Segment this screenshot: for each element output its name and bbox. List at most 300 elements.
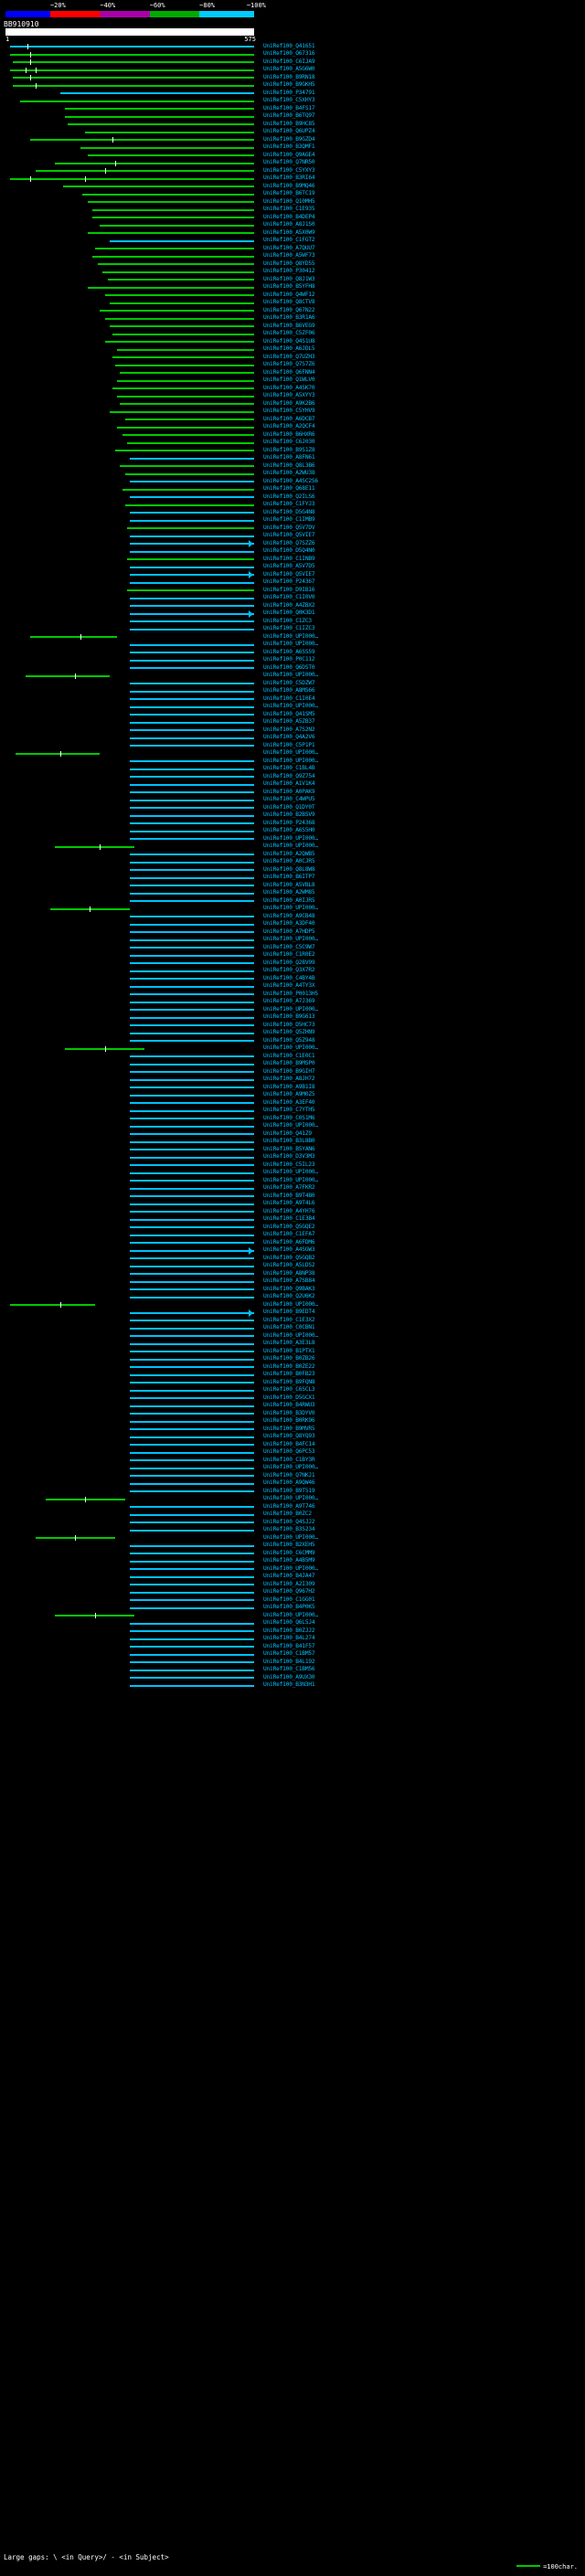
hit-track[interactable] [5,1426,254,1434]
hit-track[interactable] [5,338,254,346]
hit-track[interactable] [5,1542,254,1551]
hsp-bar[interactable] [130,729,254,731]
subject-accession-link[interactable]: UniRef100_UPI000… [263,757,318,764]
hsp-bar[interactable] [88,287,254,289]
hit-track[interactable] [5,1457,254,1465]
subject-accession-link[interactable]: UniRef100_A8J1S0 [263,221,315,228]
subject-accession-link[interactable]: UniRef100_C1E935 [263,206,315,212]
hsp-bar[interactable] [63,186,254,187]
hit-track[interactable] [5,1278,254,1287]
subject-accession-link[interactable]: UniRef100_Q6UPZ4 [263,128,315,134]
subject-accession-link[interactable]: UniRef100_Q67N22 [263,306,315,313]
hsp-bar[interactable] [130,877,254,879]
hit-track[interactable] [5,431,254,440]
hit-track[interactable] [5,105,254,113]
hit-track[interactable] [5,579,254,588]
hsp-bar[interactable] [130,1257,254,1259]
hsp-bar[interactable] [130,1095,254,1097]
hsp-bar[interactable] [10,69,254,71]
hit-track[interactable] [5,556,254,564]
hsp-bar[interactable] [130,1452,254,1454]
hsp-bar[interactable] [130,1576,254,1578]
subject-accession-link[interactable]: UniRef100_B2BSV9 [263,811,315,818]
subject-accession-link[interactable]: UniRef100_A9CB48 [263,912,315,919]
subject-accession-link[interactable]: UniRef100_UPI000… [263,843,318,849]
hit-track[interactable] [5,238,254,246]
hsp-bar[interactable] [130,1110,254,1112]
hsp-bar[interactable] [117,396,254,398]
subject-accession-link[interactable]: UniRef100_UPI000… [263,1005,318,1012]
subject-accession-link[interactable]: UniRef100_B4DEP4 [263,213,315,220]
subject-accession-link[interactable]: UniRef100_B9MQ46 [263,182,315,189]
subject-accession-link[interactable]: UniRef100_D3V3M3 [263,1153,315,1160]
hit-track[interactable] [5,789,254,797]
subject-accession-link[interactable]: UniRef100_A6DCB7 [263,415,315,422]
hit-track[interactable] [5,90,254,98]
subject-accession-link[interactable]: UniRef100_A4TY3X [263,982,315,989]
hit-track[interactable] [5,1092,254,1100]
hit-track[interactable] [5,1651,254,1659]
subject-accession-link[interactable]: UniRef100_UPI000… [263,936,318,942]
hit-track[interactable] [5,1372,254,1380]
subject-accession-link[interactable]: UniRef100_A7FKR2 [263,1184,315,1191]
subject-accession-link[interactable]: UniRef100_A6JDL5 [263,345,315,352]
hit-track[interactable] [5,1030,254,1038]
hsp-bar[interactable] [120,403,254,405]
subject-accession-link[interactable]: UniRef100_B3S234 [263,1526,315,1532]
subject-accession-link[interactable]: UniRef100_B9GIH7 [263,1067,315,1075]
hsp-bar[interactable] [60,92,254,94]
hit-track[interactable] [5,307,254,315]
subject-accession-link[interactable]: UniRef100_B4FC14 [263,1440,315,1447]
hsp-bar[interactable] [130,1328,254,1330]
subject-accession-link[interactable]: UniRef100_C6J030 [263,439,315,445]
hit-track[interactable] [5,1596,254,1605]
hsp-bar[interactable] [130,791,254,793]
hsp-bar[interactable] [130,893,254,895]
subject-accession-link[interactable]: UniRef100_Q7SZZ6 [263,539,315,546]
subject-accession-link[interactable]: UniRef100_Q68E11 [263,485,315,492]
hit-track[interactable] [5,1410,254,1418]
hsp-bar[interactable] [10,1304,94,1306]
hsp-bar[interactable] [95,248,254,249]
hit-track[interactable] [5,673,254,681]
subject-accession-link[interactable]: UniRef100_Q28V99 [263,959,315,966]
hsp-bar[interactable] [98,263,254,265]
hit-track[interactable] [5,1667,254,1675]
subject-accession-link[interactable]: UniRef100_Q7S7Z6 [263,361,315,367]
hsp-bar[interactable] [130,1242,254,1244]
hsp-bar[interactable] [130,1164,254,1166]
hit-track[interactable] [5,1465,254,1473]
subject-accession-link[interactable]: UniRef100_C1I0E4 [263,694,315,702]
hit-track[interactable] [5,921,254,929]
hsp-bar[interactable] [117,427,254,429]
hsp-bar[interactable] [130,1468,254,1469]
subject-accession-link[interactable]: UniRef100_B0ZJJ2 [263,1627,315,1634]
subject-accession-link[interactable]: UniRef100_B9FQN8 [263,1378,315,1385]
subject-accession-link[interactable]: UniRef100_C1IZC3 [263,625,315,631]
subject-accession-link[interactable]: UniRef100_Q8YD55 [263,260,315,267]
hit-track[interactable] [5,369,254,377]
hsp-bar[interactable] [130,520,254,522]
hsp-bar[interactable] [130,691,254,693]
hit-track[interactable] [5,525,254,533]
hsp-bar[interactable] [130,1592,254,1594]
hit-track[interactable] [5,820,254,828]
subject-accession-link[interactable]: UniRef100_Q6L5J4 [263,1619,315,1626]
hit-track[interactable] [5,781,254,790]
hit-track[interactable] [5,1363,254,1372]
hsp-bar[interactable] [130,1654,254,1656]
hit-track[interactable] [5,1006,254,1014]
hit-track[interactable] [5,1232,254,1240]
hit-track[interactable] [5,160,254,168]
subject-accession-link[interactable]: UniRef100_Q5ZHN9 [263,1029,315,1035]
subject-accession-link[interactable]: UniRef100_C5C9W7 [263,943,315,950]
hsp-bar[interactable] [130,1421,254,1423]
hsp-bar[interactable] [130,931,254,933]
hit-track[interactable] [5,812,254,821]
hit-track[interactable] [5,1045,254,1054]
hsp-bar[interactable] [105,318,254,320]
subject-accession-link[interactable]: UniRef100_UPI000… [263,1176,318,1183]
hit-track[interactable] [5,269,254,277]
hit-track[interactable] [5,1115,254,1123]
hsp-bar[interactable] [85,132,254,133]
subject-accession-link[interactable]: UniRef100_A0PAK9 [263,788,315,795]
subject-accession-link[interactable]: UniRef100_B6ITP7 [263,874,315,880]
hsp-bar[interactable] [130,947,254,949]
hsp-bar[interactable] [130,714,254,716]
hit-track[interactable] [5,773,254,781]
hsp-bar[interactable] [130,1079,254,1081]
subject-accession-link[interactable]: UniRef100_C5XHY3 [263,97,315,103]
hsp-bar[interactable] [105,341,254,343]
subject-accession-link[interactable]: UniRef100_UPI000… [263,1495,318,1501]
hit-track[interactable] [5,222,254,230]
hsp-bar[interactable] [130,822,254,824]
subject-accession-link[interactable]: UniRef100_A6S5H0 [263,827,315,833]
hsp-bar[interactable] [125,473,254,475]
hit-track[interactable] [5,167,254,175]
subject-accession-link[interactable]: UniRef100_A6FDM6 [263,1238,315,1246]
hit-track[interactable] [5,1659,254,1667]
hit-track[interactable] [5,300,254,308]
hsp-bar[interactable] [82,194,254,196]
hit-track[interactable] [5,346,254,355]
hit-track[interactable] [5,1605,254,1613]
hit-track[interactable] [5,517,254,525]
subject-accession-link[interactable]: UniRef100_UPI000… [263,1611,318,1618]
subject-accession-link[interactable]: UniRef100_B4L192 [263,1658,315,1665]
hsp-bar[interactable] [122,434,254,436]
hsp-bar[interactable] [130,1390,254,1392]
subject-accession-link[interactable]: UniRef100_B1PTX1 [263,1347,315,1354]
hit-track[interactable] [5,1348,254,1356]
subject-accession-link[interactable]: UniRef100_B5YFH8 [263,283,315,290]
subject-accession-link[interactable]: UniRef100_UPI000… [263,749,318,756]
hit-track[interactable] [5,284,254,292]
subject-accession-link[interactable]: UniRef100_A9T746 [263,1502,315,1510]
subject-accession-link[interactable]: UniRef100_P0013H5 [263,990,318,997]
subject-accession-link[interactable]: UniRef100_A4SC2S6 [263,477,318,484]
hit-track[interactable] [5,1550,254,1558]
subject-accession-link[interactable]: UniRef100_B0RK96 [263,1417,315,1424]
subject-accession-link[interactable]: UniRef100_B6TC19 [263,190,315,196]
hsp-bar[interactable] [130,776,254,778]
hsp-bar[interactable] [130,1211,254,1213]
hsp-bar[interactable] [130,1126,254,1128]
subject-accession-link[interactable]: UniRef100_Q5Z948 [263,1036,315,1044]
hsp-bar[interactable] [130,1297,254,1299]
subject-accession-link[interactable]: UniRef100_Q41Z9 [263,1129,312,1137]
hit-track[interactable] [5,1488,254,1496]
subject-accession-link[interactable]: UniRef100_Q0K3D1 [263,610,315,616]
subject-accession-link[interactable]: UniRef100_C5ZF06 [263,330,315,336]
subject-accession-link[interactable]: UniRef100_A9M0Z5 [263,1091,315,1097]
hit-track[interactable] [5,618,254,626]
subject-accession-link[interactable]: UniRef100_A8JH72 [263,1076,315,1082]
hsp-bar[interactable] [130,1661,254,1663]
hit-track[interactable] [5,198,254,207]
hit-track[interactable] [5,253,254,261]
hit-track[interactable] [5,726,254,735]
hsp-bar[interactable] [117,380,254,382]
hit-track[interactable] [5,315,254,323]
subject-accession-link[interactable]: UniRef100_UPI000… [263,1464,318,1470]
subject-accession-link[interactable]: UniRef100_UPI000… [263,1564,318,1572]
hsp-bar[interactable] [26,675,110,677]
subject-accession-link[interactable]: UniRef100_A5XYY3 [263,392,315,398]
hit-track[interactable] [5,509,254,517]
subject-accession-link[interactable]: UniRef100_C1ZC3 [263,617,312,624]
hsp-bar[interactable] [130,1599,254,1601]
hsp-bar[interactable] [130,745,254,747]
hit-track[interactable] [5,711,254,719]
hsp-bar[interactable] [130,1490,254,1492]
subject-accession-link[interactable]: UniRef100_C5YXY3 [263,166,315,174]
hsp-bar[interactable] [130,1366,254,1368]
subject-accession-link[interactable]: UniRef100_C0CBN1 [263,1324,315,1330]
hit-track[interactable] [5,649,254,657]
hit-track[interactable] [5,626,254,634]
hsp-bar[interactable] [55,163,254,164]
hsp-bar[interactable] [130,620,254,622]
hit-track[interactable] [5,959,254,968]
subject-accession-link[interactable]: UniRef100_B0ZE22 [263,1362,315,1370]
hsp-bar[interactable] [130,1397,254,1399]
hsp-bar[interactable] [130,1359,254,1361]
hit-track[interactable] [5,1108,254,1116]
hsp-bar[interactable] [130,1459,254,1461]
subject-accession-link[interactable]: UniRef100_UPI000… [263,834,318,842]
subject-accession-link[interactable]: UniRef100_Q1DY0T [263,803,315,811]
subject-accession-link[interactable]: UniRef100_C1BM57 [263,1650,315,1657]
hit-track[interactable] [5,1636,254,1644]
subject-accession-link[interactable]: UniRef100_B9MSP0 [263,1060,315,1066]
hit-track[interactable] [5,641,254,650]
hit-track[interactable] [5,1193,254,1201]
hit-track[interactable] [5,385,254,393]
hsp-bar[interactable] [130,1288,254,1290]
subject-accession-link[interactable]: UniRef100_Q41SM5 [263,710,315,717]
subject-accession-link[interactable]: UniRef100_B9G613 [263,1013,315,1020]
hit-track[interactable] [5,548,254,557]
hsp-bar[interactable] [130,1266,254,1267]
subject-accession-link[interactable]: UniRef100_A9K2B6 [263,399,315,407]
hsp-bar[interactable] [130,1055,254,1057]
hsp-bar[interactable] [125,419,254,420]
hsp-bar[interactable] [130,869,254,871]
hsp-bar[interactable] [130,831,254,832]
hit-track[interactable] [5,58,254,67]
hsp-bar[interactable] [130,1670,254,1671]
hsp-bar[interactable] [130,1530,254,1532]
hit-track[interactable] [5,906,254,914]
hsp-bar[interactable] [88,154,254,156]
hsp-bar[interactable] [110,302,254,304]
hit-track[interactable] [5,1146,254,1154]
subject-accession-link[interactable]: UniRef100_D5HC73 [263,1021,315,1028]
hit-track[interactable] [5,944,254,952]
hit-track[interactable] [5,1014,254,1023]
subject-accession-link[interactable]: UniRef100_P24367 [263,578,315,585]
hsp-bar[interactable] [130,853,254,855]
hsp-bar[interactable] [130,1009,254,1011]
hsp-bar[interactable] [130,698,254,700]
hit-track[interactable] [5,51,254,59]
hsp-bar[interactable] [130,629,254,631]
hit-track[interactable] [5,633,254,641]
subject-accession-link[interactable]: UniRef100_Q8L8W8 [263,865,315,873]
hsp-bar[interactable] [130,1436,254,1438]
subject-accession-link[interactable]: UniRef100_C4BY4B [263,974,315,981]
hit-track[interactable] [5,400,254,408]
hit-track[interactable] [5,695,254,704]
hsp-bar[interactable] [92,256,254,258]
hit-track[interactable] [5,1068,254,1076]
subject-accession-link[interactable]: UniRef100_B4RWU3 [263,1402,315,1408]
subject-accession-link[interactable]: UniRef100_A3DF40 [263,920,315,927]
hsp-bar[interactable] [130,1219,254,1221]
hsp-bar[interactable] [130,1475,254,1477]
hit-track[interactable] [5,1255,254,1263]
subject-accession-link[interactable]: UniRef100_B41F57 [263,1642,315,1649]
hit-track[interactable] [5,1301,254,1309]
hit-track[interactable] [5,1627,254,1636]
subject-accession-link[interactable]: UniRef100_Q6PC53 [263,1448,315,1455]
hsp-bar[interactable] [112,334,254,335]
hsp-bar[interactable] [68,123,254,125]
hsp-bar[interactable] [110,411,254,413]
hit-track[interactable] [5,408,254,417]
hit-track[interactable] [5,758,254,766]
hsp-bar[interactable] [130,582,254,584]
hsp-bar[interactable] [130,1382,254,1383]
hit-track[interactable] [5,1511,254,1520]
subject-accession-link[interactable]: UniRef100_C6SCL3 [263,1386,315,1393]
hit-track[interactable] [5,1099,254,1108]
hsp-bar[interactable] [102,271,254,273]
subject-accession-link[interactable]: UniRef100_C5YHV9 [263,408,315,414]
hit-track[interactable] [5,664,254,673]
hit-track[interactable] [5,440,254,448]
subject-accession-link[interactable]: UniRef100_C1R0E2 [263,951,315,958]
hsp-bar[interactable] [130,815,254,817]
subject-accession-link[interactable]: UniRef100_B4P0K5 [263,1604,315,1610]
hsp-bar[interactable] [130,986,254,988]
hit-track[interactable] [5,1309,254,1318]
hsp-bar[interactable] [130,955,254,957]
hit-track[interactable] [5,502,254,510]
hit-track[interactable] [5,991,254,999]
hit-track[interactable] [5,1317,254,1325]
hit-track[interactable] [5,175,254,184]
hsp-bar[interactable] [112,356,254,358]
hsp-bar[interactable] [130,1607,254,1609]
hsp-bar[interactable] [130,1064,254,1065]
subject-accession-link[interactable]: UniRef100_UPI000… [263,1331,318,1339]
subject-accession-link[interactable]: UniRef100_A3EF40 [263,1098,315,1106]
subject-accession-link[interactable]: UniRef100_C5P1P1 [263,741,315,748]
hsp-bar[interactable] [130,838,254,840]
subject-accession-link[interactable]: UniRef100_A5G6W0 [263,66,315,72]
subject-accession-link[interactable]: UniRef100_B6TQ97 [263,112,315,119]
hsp-bar[interactable] [120,372,254,374]
hit-track[interactable] [5,424,254,432]
hsp-bar[interactable] [130,722,254,724]
hit-row[interactable] [0,1682,585,1691]
subject-accession-link[interactable]: UniRef100_B3QMF1 [263,143,315,150]
subject-accession-link[interactable]: UniRef100_A5X0W9 [263,228,315,236]
hit-track[interactable] [5,144,254,153]
hsp-bar[interactable] [130,706,254,708]
hit-track[interactable] [5,1379,254,1387]
hit-track[interactable] [5,1612,254,1620]
hit-track[interactable] [5,602,254,610]
subject-accession-link[interactable]: UniRef100_Q7UZH3 [263,353,315,360]
subject-accession-link[interactable]: UniRef100_B0ZB26 [263,1355,315,1362]
subject-accession-link[interactable]: UniRef100_Q2ILS6 [263,493,315,500]
hit-track[interactable] [5,1076,254,1085]
hsp-bar[interactable] [130,807,254,809]
hit-track[interactable] [5,1387,254,1395]
hit-track[interactable] [5,393,254,401]
subject-accession-link[interactable]: UniRef100_Q967H2 [263,1588,315,1595]
hit-track[interactable] [5,1449,254,1458]
subject-accession-link[interactable]: UniRef100_Q7NR50 [263,159,315,165]
subject-accession-link[interactable]: UniRef100_Q5GQE2 [263,1223,315,1230]
hsp-bar[interactable] [130,924,254,926]
hit-track[interactable] [5,1503,254,1511]
hit-track[interactable] [5,735,254,743]
hit-track[interactable] [5,74,254,82]
hsp-bar[interactable] [130,1545,254,1547]
hsp-bar[interactable] [130,1157,254,1159]
hit-track[interactable] [5,828,254,836]
hsp-bar[interactable] [16,753,100,755]
subject-accession-link[interactable]: UniRef100_Q2U6K2 [263,1293,315,1299]
subject-accession-link[interactable]: UniRef100_A7QUU7 [263,244,315,251]
subject-accession-link[interactable]: UniRef100_A7SB84 [263,1277,315,1284]
hit-track[interactable] [5,1161,254,1170]
hsp-bar[interactable] [130,458,254,460]
subject-accession-link[interactable]: UniRef100_UPI000… [263,1122,318,1129]
subject-accession-link[interactable]: UniRef100_A8NP38 [263,1269,315,1277]
hit-track[interactable] [5,1534,254,1542]
hsp-bar[interactable] [130,1568,254,1570]
